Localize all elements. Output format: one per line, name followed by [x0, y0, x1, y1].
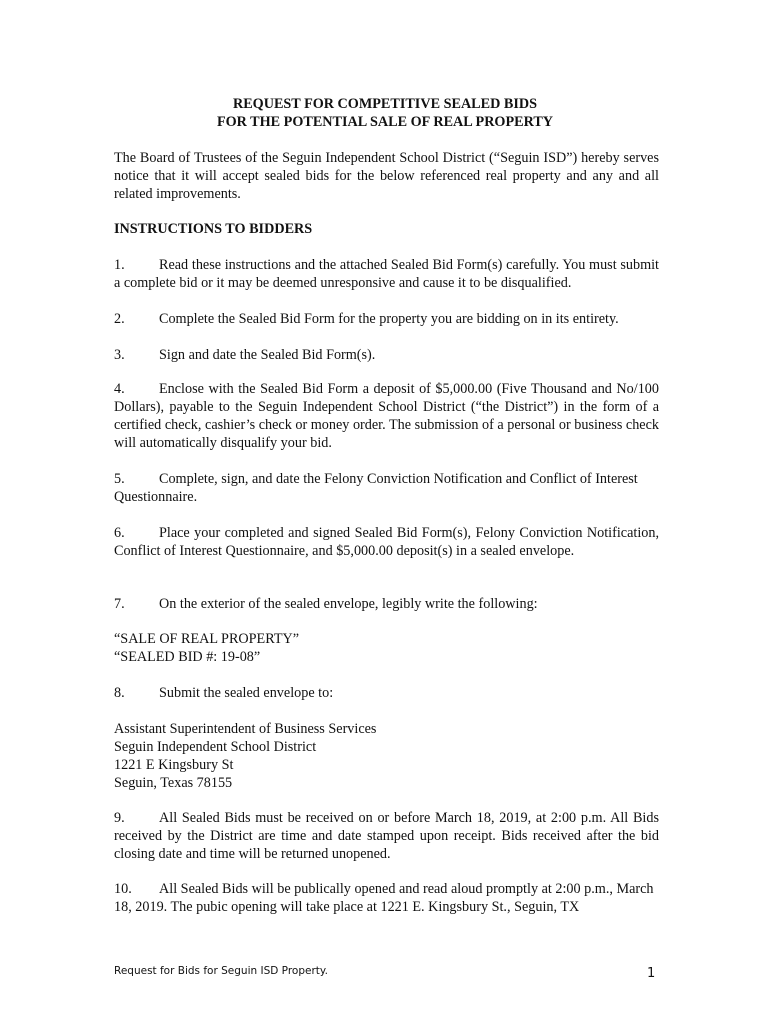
item-text: Submit the sealed envelope to: [159, 685, 334, 701]
instruction-item-5 [114, 470, 659, 506]
item-text: Complete, sign, and date the Felony Conviction Notification and Conflict of Interest Questionnaire. [114, 471, 638, 505]
instruction-item-6 [114, 524, 659, 560]
item-number: 5. [114, 471, 125, 487]
address-line-4: Seguin, Texas 78155 [114, 775, 233, 791]
envelope-line-1: “SALE OF REAL PROPERTY” [114, 631, 300, 647]
page-number: 1 [647, 966, 656, 981]
instruction-item-7 [114, 595, 659, 613]
address-line-2: Seguin Independent School District [114, 739, 317, 755]
instruction-item-8 [114, 684, 659, 702]
item-number: 1. [114, 257, 125, 273]
item-text: All Sealed Bids will be publically opened and read aloud promptly at 2:00 p.m., March 18, 2019. The pubic opening will take place at 1221 E. Kingsbury St., Seguin, TX [114, 881, 654, 915]
item-text: All Sealed Bids must be received on or before March 18, 2019, at 2:00 p.m. All Bids received by the District are time and date stamped upon receipt. Bids received after the bid closing date and time will be returned unopened. [114, 810, 659, 862]
page-footer: Request for Bids for Seguin ISD Property. [114, 965, 328, 977]
instruction-item-9 [114, 809, 659, 863]
item-text: Enclose with the Sealed Bid Form a deposit of $5,000.00 (Five Thousand and No/100 Dollars), payable to the Seguin Independent School District (“the District”) in the form of a certified check, cashier’s check or money order. The submission of a personal or business check will automatically disqualify your bid. [114, 381, 659, 451]
item-number: 8. [114, 685, 125, 701]
instruction-item-10 [114, 880, 659, 916]
item-number: 2. [114, 311, 125, 327]
instruction-item-2 [114, 310, 659, 328]
item-text: Place your completed and signed Sealed Bid Form(s), Felony Conviction Notification, Conflict of Interest Questionnaire, and $5,000.00 deposit(s) in a sealed envelope. [114, 525, 659, 559]
instructions-heading: INSTRUCTIONS TO BIDDERS [114, 221, 313, 237]
envelope-line-2: “SEALED BID #: 19-08” [114, 649, 261, 665]
item-text: On the exterior of the sealed envelope, legibly write the following: [159, 596, 538, 612]
instruction-item-3 [114, 346, 659, 364]
item-number: 3. [114, 347, 125, 363]
item-text: Sign and date the Sealed Bid Form(s). [159, 347, 376, 363]
document-title [0, 95, 770, 131]
item-number: 6. [114, 525, 125, 541]
title-line-1: REQUEST FOR COMPETITIVE SEALED BIDS [232, 96, 538, 112]
envelope-text [114, 630, 659, 666]
address-line-3: 1221 E Kingsbury St [114, 757, 234, 773]
instruction-item-4 [114, 380, 659, 452]
item-number: 10. [114, 881, 132, 897]
address-line-1: Assistant Superintendent of Business Services [114, 721, 377, 737]
item-number: 4. [114, 381, 125, 397]
item-number: 7. [114, 596, 125, 612]
mailing-address [114, 720, 659, 792]
item-text: Read these instructions and the attached Sealed Bid Form(s) carefully. You must submit a complete bid or it may be deemed unresponsive and cause it to be disqualified. [114, 257, 659, 291]
title-line-2: FOR THE POTENTIAL SALE OF REAL PROPERTY [216, 114, 554, 130]
intro-paragraph: The Board of Trustees of the Seguin Independent School District (“Seguin ISD”) hereby serves notice that it will accept sealed bids for the below referenced real property and any and all related improvements. [114, 150, 659, 202]
instruction-item-1 [114, 256, 659, 292]
item-text: Complete the Sealed Bid Form for the property you are bidding on in its entirety. [159, 311, 619, 327]
item-number: 9. [114, 810, 125, 826]
